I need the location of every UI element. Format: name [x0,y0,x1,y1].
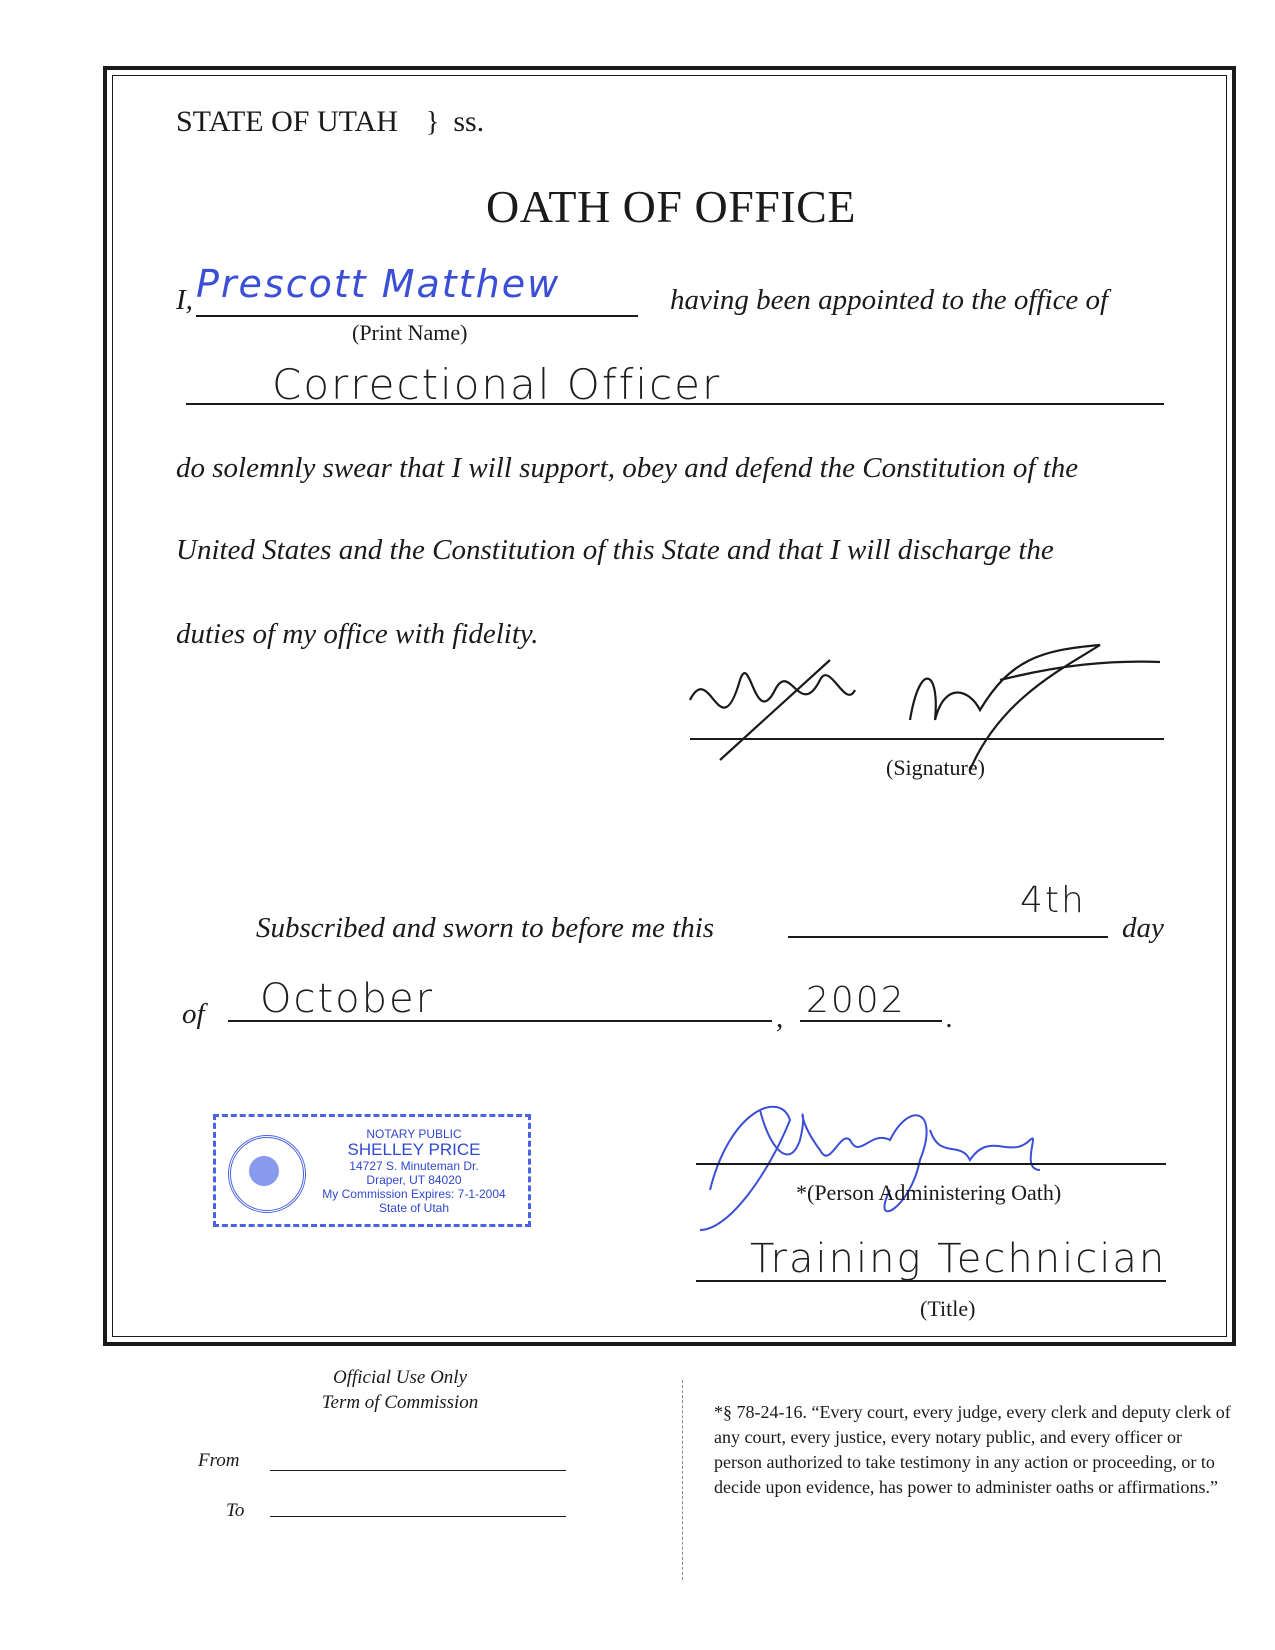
from-line [270,1470,566,1471]
notary-label: NOTARY PUBLIC [366,1127,462,1141]
notary-signature [690,1070,1080,1250]
date-comma: , [776,1002,784,1034]
to-line [270,1516,566,1517]
year-handwritten: 2002 [806,980,906,1021]
appointed-text: having been appointed to the office of [670,284,1109,316]
title-line [696,1280,1166,1282]
month-line [228,1020,772,1022]
notary-state: State of Utah [378,1201,450,1215]
document-title: OATH OF OFFICE [486,181,856,232]
notary-stamp [213,1114,531,1227]
month-handwritten: October [260,976,435,1022]
state-ss: ss. [453,105,485,138]
oath-line-3: duties of my office with fidelity. [176,618,539,650]
print-name-caption: (Print Name) [352,320,468,345]
administrator-caption: *(Person Administering Oath) [796,1180,1062,1205]
printed-name-handwritten: Prescott Matthew [196,262,561,306]
notary-address-2: Draper, UT 84020 [366,1173,462,1187]
day-handwritten: 4th [1020,880,1086,921]
day-line [788,936,1108,938]
official-use-block [290,1365,510,1415]
of-word: of [182,998,205,1030]
oath-line-1: do solemnly swear that I will support, obey and defend the Constitution of the [176,452,1079,484]
from-label: From [198,1450,240,1471]
statute-footnote: *§ 78-24-16. “Every court, every judge, every clerk and deputy clerk of any court, every justice, every notary public, and every officer or person authorized to take testimony in any action or proceeding, or to decide upon evidence, has power to administer oaths or affirmations.” [714,1402,1231,1497]
official-use-line-2: Term of Commission [321,1392,479,1413]
oath-line-2: United States and the Constitution of this State and that I will discharge the [176,534,1054,566]
signature-line [690,738,1164,740]
subscribed-text: Subscribed and sworn to before me this [256,912,715,944]
state-brace: } [425,107,440,138]
office-line [186,403,1164,405]
office-handwritten: Correctional Officer [272,360,722,409]
signature-caption: (Signature) [886,755,985,780]
year-line [800,1020,942,1022]
name-line [196,315,638,317]
notary-commission: My Commission Expires: 7-1-2004 [322,1187,506,1201]
i-prefix: I, [176,284,193,316]
title-handwritten: Training Technician [750,1236,1167,1282]
official-use-line-1: Official Use Only [332,1367,468,1388]
title-caption: (Title) [920,1296,976,1321]
footer-divider [682,1380,683,1580]
state-name: STATE OF UTAH [176,105,398,138]
state-heading [176,105,484,139]
day-word: day [1122,912,1164,944]
notary-name: SHELLEY PRICE [347,1140,481,1159]
to-label: To [226,1500,245,1521]
notary-address-1: 14727 S. Minuteman Dr. [349,1159,479,1173]
administrator-line [696,1163,1166,1165]
state-seal-icon [228,1135,306,1213]
date-period: . [946,1002,954,1034]
